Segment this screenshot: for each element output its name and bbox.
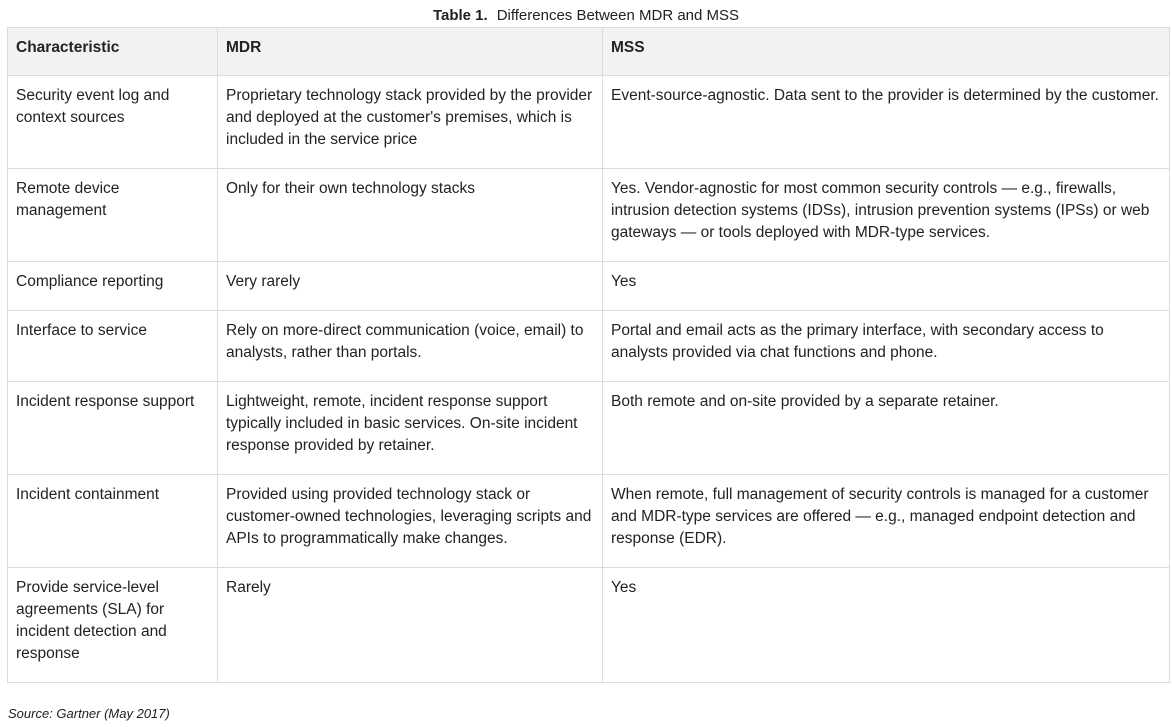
cell-mss: Event-source-agnostic. Data sent to the provider is determined by the customer. [603, 76, 1170, 169]
cell-mdr: Lightweight, remote, incident response support typically included in basic services. On-site incident response provided by retainer. [218, 382, 603, 475]
table-row [8, 382, 1170, 475]
cell-mdr: Rely on more-direct communication (voice, email) to analysts, rather than portals. [218, 311, 603, 382]
header-characteristic: Characteristic [8, 28, 218, 76]
comparison-table [7, 27, 1170, 683]
cell-mss: Yes [603, 568, 1170, 683]
table-header-row [8, 28, 1170, 76]
cell-characteristic: Incident containment [8, 475, 218, 568]
table-row [8, 568, 1170, 683]
table-row [8, 475, 1170, 568]
cell-mdr: Rarely [218, 568, 603, 683]
table-row [8, 76, 1170, 169]
cell-mdr: Very rarely [218, 262, 603, 311]
source-note: Source: Gartner (May 2017) [8, 706, 170, 721]
cell-characteristic: Provide service-level agreements (SLA) for incident detection and response [8, 568, 218, 683]
cell-characteristic: Interface to service [8, 311, 218, 382]
cell-mdr: Provided using provided technology stack or customer-owned technologies, leveraging scripts and APIs to programmatically make changes. [218, 475, 603, 568]
cell-mdr: Proprietary technology stack provided by the provider and deployed at the customer's premises, which is included in the service price [218, 76, 603, 169]
cell-mss: Yes. Vendor-agnostic for most common security controls — e.g., firewalls, intrusion detection systems (IDSs), intrusion prevention systems (IPSs) or web gateways — or tools deployed with MDR-type services. [603, 169, 1170, 262]
table-caption-label: Table 1. [432, 7, 488, 24]
cell-characteristic: Compliance reporting [8, 262, 218, 311]
cell-mss: Yes [603, 262, 1170, 311]
table-caption [0, 6, 1172, 26]
header-mss: MSS [603, 28, 1170, 76]
cell-mss: Portal and email acts as the primary interface, with secondary access to analysts provided via chat functions and phone. [603, 311, 1170, 382]
cell-mss: Both remote and on-site provided by a separate retainer. [603, 382, 1170, 475]
cell-mdr: Only for their own technology stacks [218, 169, 603, 262]
table-row [8, 169, 1170, 262]
table-row [8, 311, 1170, 382]
table-row [8, 262, 1170, 311]
header-mdr: MDR [218, 28, 603, 76]
cell-mss: When remote, full management of security controls is managed for a customer and MDR-type services are offered — e.g., managed endpoint detection and response (EDR). [603, 475, 1170, 568]
cell-characteristic: Remote device management [8, 169, 218, 262]
cell-characteristic: Incident response support [8, 382, 218, 475]
table-caption-title: Differences Between MDR and MSS [496, 7, 740, 24]
cell-characteristic: Security event log and context sources [8, 76, 218, 169]
